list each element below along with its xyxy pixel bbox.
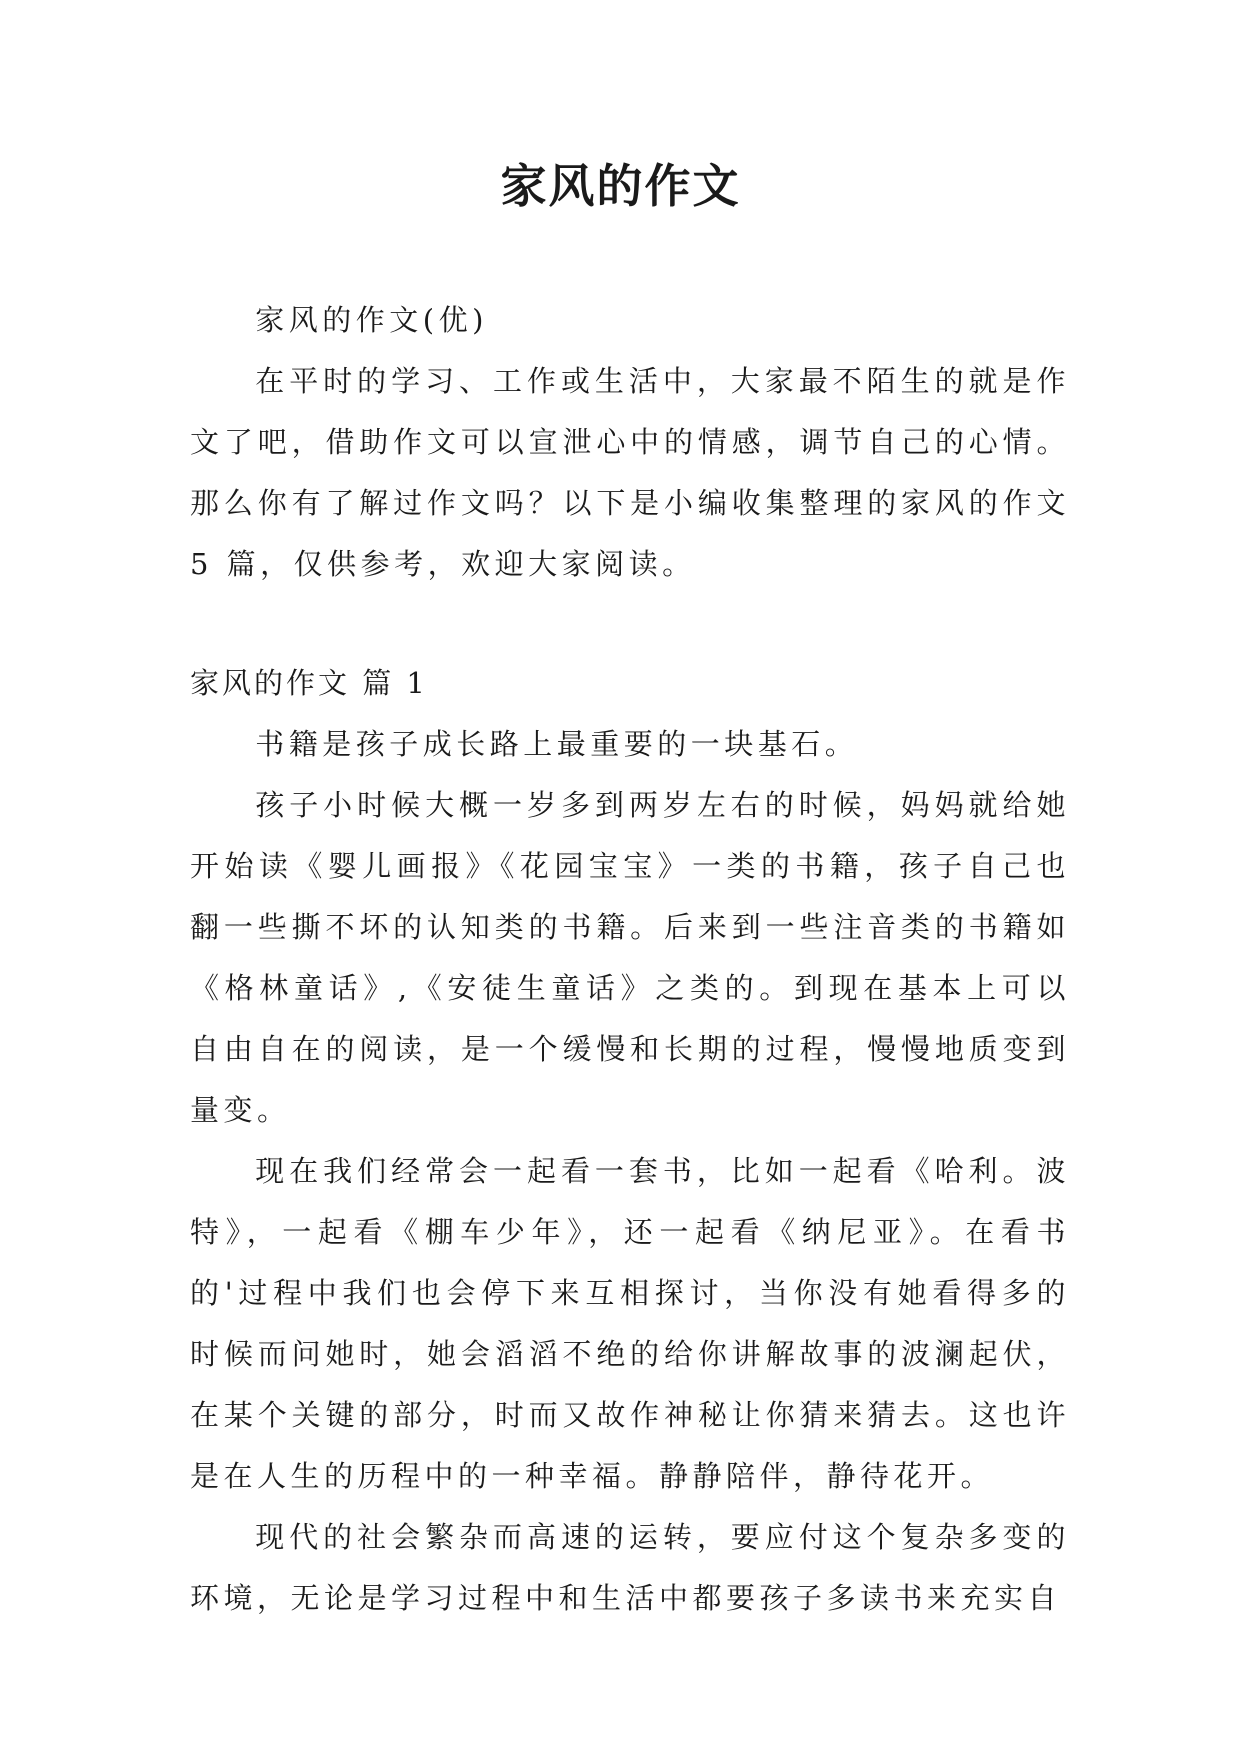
intro-paragraph: 在平时的学习、工作或生活中，大家最不陌生的就是作文了吧，借助作文可以宣泄心中的情感，调节自己的心情。那么你有了解过作文吗？以下是小编收集整理的家风的作文 5 篇，仅供参考，欢迎大家阅读。	[190, 364, 1070, 581]
body-paragraph: 现在我们经常会一起看一套书，比如一起看《哈利。波特》，一起看《棚车少年》，还一起看《纳尼亚》。在看书的'过程中我们也会停下来互相探讨，当你没有她看得多的时候而问她时，她会滔滔不绝的给你讲解故事的波澜起伏，在某个关键的部分，时而又故作神秘让你猜来猜去。这也许是在人生的历程中的一种幸福。静静陪伴，静待花开。	[190, 1154, 1070, 1493]
body-paragraph: 现代的社会繁杂而高速的运转，要应付这个复杂多变的环境，无论是学习过程中和生活中都要孩子多读书来充实自	[190, 1520, 1070, 1615]
document-subtitle: 家风的作文(优)	[255, 303, 488, 337]
section-heading: 家风的作文 篇 1	[190, 666, 428, 700]
section-spacer	[190, 595, 1070, 653]
document-body	[190, 290, 1070, 1629]
document-title: 家风的作文	[500, 159, 741, 213]
body-paragraph: 孩子小时候大概一岁多到两岁左右的时候，妈妈就给她开始读《婴儿画报》《花园宝宝》一类的书籍，孩子自己也翻一些撕不坏的认知类的书籍。后来到一些注音类的书籍如《格林童话》,《安徒生童话》之类的。到现在基本上可以自由自在的阅读，是一个缓慢和长期的过程，慢慢地质变到量变。	[190, 788, 1070, 1127]
body-paragraph: 书籍是孩子成长路上最重要的一块基石。	[255, 727, 859, 761]
